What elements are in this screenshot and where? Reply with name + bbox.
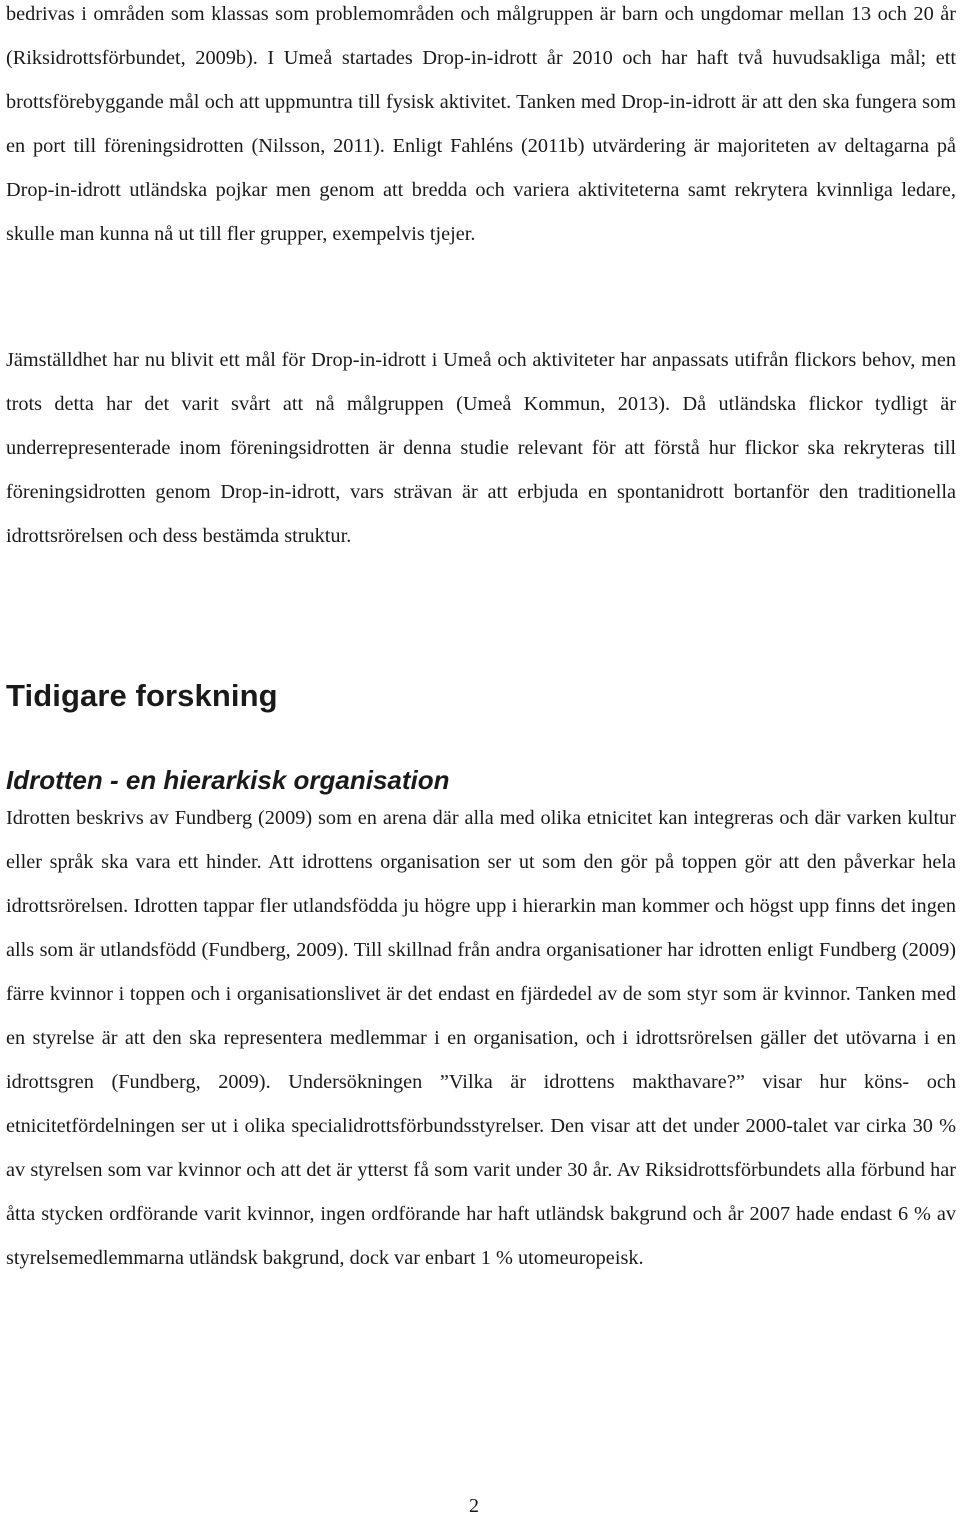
body-paragraph-jamstalldhet: Jämställdhet har nu blivit ett mål för Drop-in-idrott i Umeå och aktiviteter har anpassats utifrån flickors behov, men trots detta har det varit svårt att nå målgruppen (Umeå Kommun, 2013). Då utländska flickor tydligt är underrepresenterade inom föreningsidrotten är denna studie relevant för att förstå hur flickor ska rekryteras till föreningsidrotten genom Drop-in-idrott, vars strävan är att erbjuda en spontanidrott bortanför den traditionella idrottsrörelsen och dess bestämda struktur.: [6, 349, 956, 547]
page-number: 2: [469, 1495, 479, 1517]
body-paragraph-hierarki: Idrotten beskrivs av Fundberg (2009) som en arena där alla med olika etnicitet kan integreras och där varken kultur eller språk ska vara ett hinder. Att idrottens organisation ser ut som den gör på toppen gör att den påverkar hela idrottsrörelsen. Idrotten tappar fler utlandsfödda ju högre upp i hierarkin man kommer och högst upp finns det ingen alls som är utlandsfödd (Fundberg, 2009). Till skillnad från andra organisationer har idrotten enligt Fundberg (2009) färre kvinnor i toppen och i organisationslivet är det endast en fjärdedel av de som styr som är kvinnor. Tanken med en styrelse är att den ska representera medlemmar i en organisation, och i idrottsrörelsen gäller det utövarna i en idrottsgren (Fundberg, 2009). Undersökningen ”Vilka är idrottens makthavare?” visar hur köns- och etnicitetfördelningen ser ut i olika specialidrottsförbundsstyrelser. Den visar att det under 2000-talet var cirka 30 % av styrelsen som var kvinnor och att det är ytterst få som varit under 30 år. Av Riksidrottsförbundets alla förbund har åtta stycken ordförande varit kvinnor, ingen ordförande har haft utländsk bakgrund och år 2007 hade endast 6 % av styrelsemedlemmarna utländsk bakgrund, dock var enbart 1 % utomeuropeisk.: [6, 807, 956, 1269]
body-paragraph-drop-in: bedrivas i områden som klassas som problemområden och målgruppen är barn och ungdomar mellan 13 och 20 år (Riksidrottsförbundet, 2009b). I Umeå startades Drop-in-idrott år 2010 och har haft två huvudsakliga mål; ett brottsförebyggande mål och att uppmuntra till fysisk aktivitet. Tanken med Drop-in-idrott är att den ska fungera som en port till föreningsidrotten (Nilsson, 2011). Enligt Fahléns (2011b) utvärdering är majoriteten av deltagarna på Drop-in-idrott utländska pojkar men genom att bredda och variera aktiviteterna samt rekrytera kvinnliga ledare, skulle man kunna nå ut till fler grupper, exempelvis tjejer.: [6, 3, 956, 245]
section-heading: Tidigare forskning: [6, 678, 278, 713]
subsection-heading: Idrotten - en hierarkisk organisation: [6, 765, 450, 795]
